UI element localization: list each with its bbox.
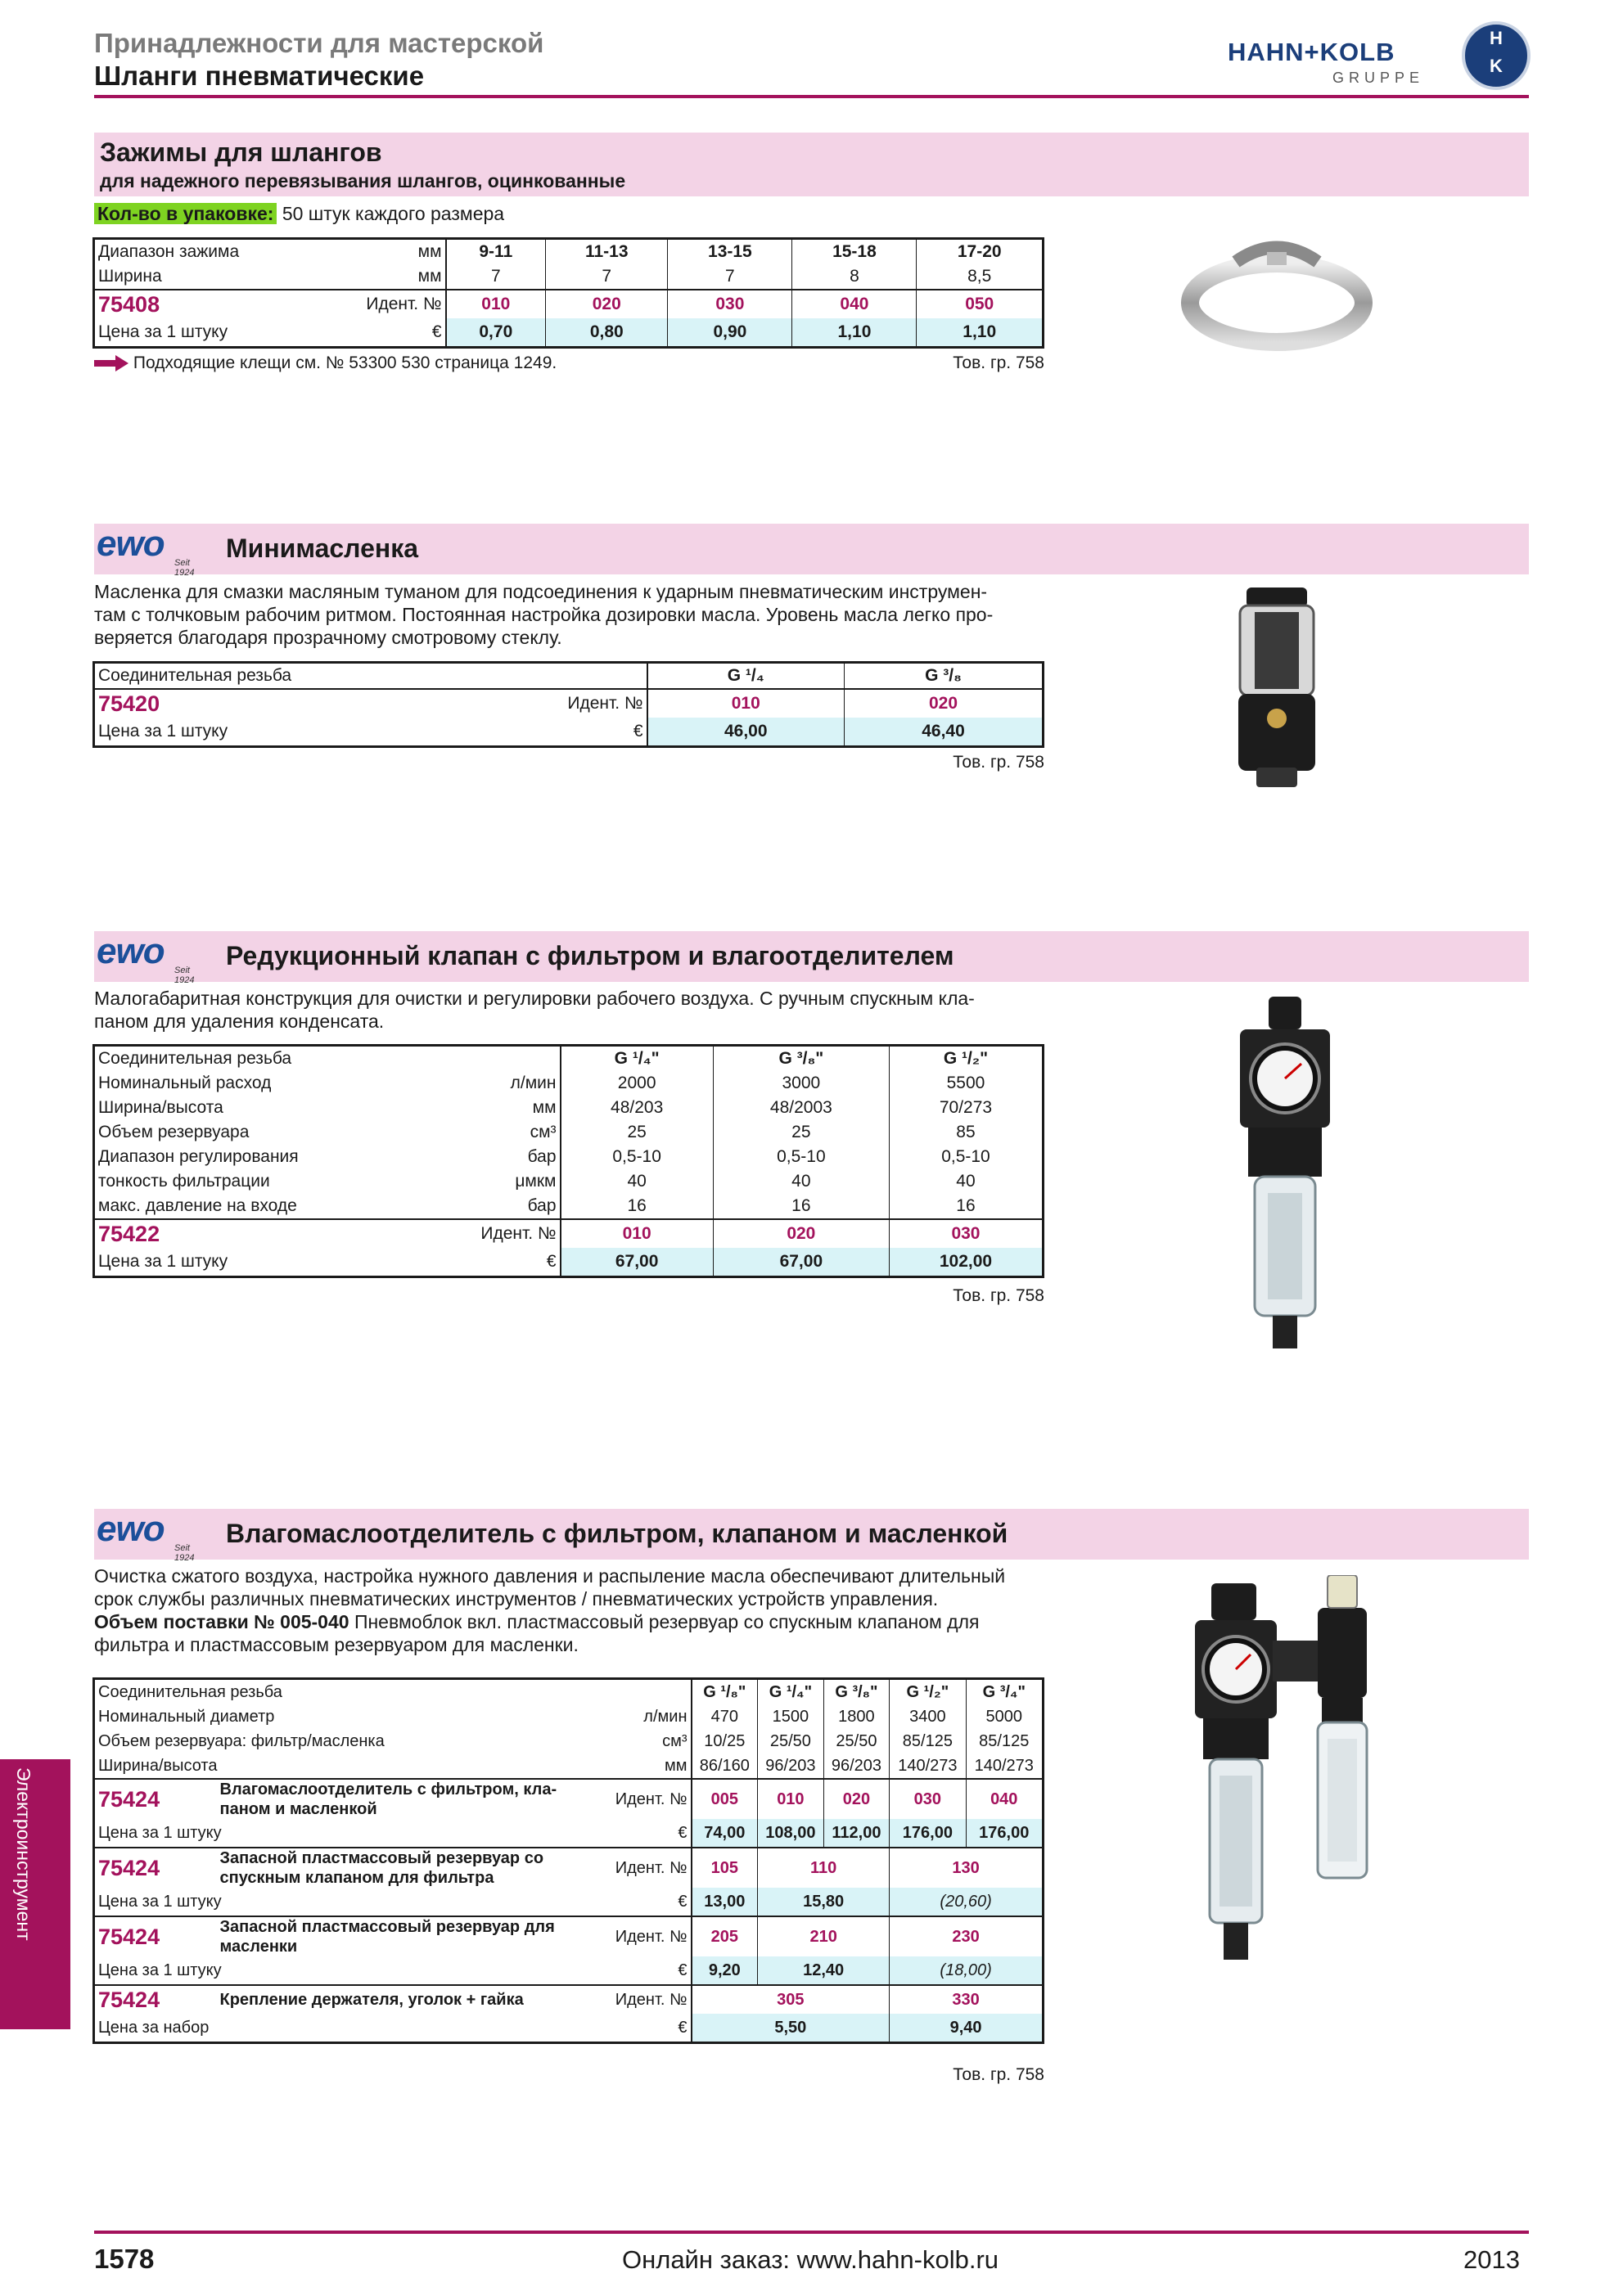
description-line: веряется благодаря прозрачному смотровому стеклу. [94,627,562,648]
table-cell: 16 [713,1194,889,1219]
description-line: Очистка сжатого воздуха, настройка нужного давления и распыление масла обеспечивают длительный [94,1565,1006,1587]
row-unit: € [593,2014,692,2043]
table-cell: 2000 [561,1071,714,1096]
table-cell: 7 [668,264,792,290]
row-label: Цена за набор [98,2019,210,2037]
ewo-logo-since: Seit 1924 [174,1543,195,1563]
row-label: Ширина/высота [98,1098,223,1117]
row-label: Цена за 1 штуку [98,1893,222,1911]
pack-quantity-label: Кол-во в упаковке: [94,203,277,224]
row-unit: μмкм [372,1169,561,1194]
ident-number: 330 [890,1985,1044,2014]
description-line: Масленка для смазки масляным туманом для подсоединения к ударным пневматическим инструмен- [94,581,988,602]
product-group: Тов. гр. 758 [953,753,1044,772]
price-cell: 67,00 [561,1248,714,1277]
row-label: Цена за 1 штуку [98,1961,222,1979]
article-number: 75424 [94,1916,217,1956]
product-group: Тов. гр. 758 [953,1286,1044,1305]
table-cell: 5500 [889,1071,1043,1096]
spec-table-75420 [92,661,1044,748]
ident-number: 020 [845,689,1044,718]
price-cell: 0,70 [446,318,546,348]
ewo-logo-text: ewo [97,524,165,564]
section-subtitle: для надежного перевязывания шлангов, оцинкованные [100,170,626,191]
description-line: там с толчковым рабочим ритмом. Постоянная настройка дозировки масла. Уровень масла легко про- [94,604,994,625]
row-unit: Идент. № [593,1985,692,2014]
table-cell: 16 [889,1194,1043,1219]
price-cell: 112,00 [823,1819,890,1848]
ident-number: 040 [792,290,917,318]
table-cell: 16 [561,1194,714,1219]
row-unit: Идент. № [372,1219,561,1248]
row-unit: л/мин [372,1071,561,1096]
scope-text: фильтра и пластмассовым резервуаром для масленки. [94,1634,579,1655]
row-unit: € [593,1888,692,1916]
header-subcategory: Шланги пневматические [94,61,425,91]
row-label: Цена за 1 штуку [98,722,228,741]
row-unit: мм [282,239,446,265]
row-unit: мм [372,1096,561,1120]
spec-table-75422 [92,1044,1044,1278]
row-unit: бар [372,1145,561,1169]
brand-logo-text: HAHN+KOLB [1228,38,1395,66]
hose-clamp-image [1179,237,1375,352]
table-cell: 96/203 [758,1754,824,1779]
row-unit: € [593,1956,692,1985]
ident-number: 110 [758,1848,890,1888]
row-unit: € [372,1248,561,1277]
table-cell: 7 [546,264,668,290]
article-number: 75420 [94,689,372,718]
header-divider [94,95,1529,98]
scope-of-delivery [94,1610,1005,1633]
article-number: 75424 [94,1779,217,1819]
ident-number: 010 [758,1779,824,1819]
ident-number: 010 [561,1219,714,1248]
price-cell: 108,00 [758,1819,824,1848]
online-order-link[interactable]: Онлайн заказ: www.hahn-kolb.ru [622,2245,999,2274]
product-name: Запасной пластмассовый резервуар для масленки [217,1916,593,1956]
row-unit: Идент. № [593,1779,692,1819]
row-unit: Идент. № [282,290,446,318]
row-label: макс. давление на входе [98,1196,297,1215]
price-cell: 74,00 [692,1819,758,1848]
row-label: Диапазон регулирования [98,1147,299,1166]
ident-number: 210 [758,1916,890,1956]
note [94,353,557,373]
section-title: Редукционный клапан с фильтром и влагоотделителем [226,941,954,970]
table-cell: 1800 [823,1704,890,1729]
row-label: Соединительная резьба [98,1049,292,1068]
logo-letter-h: H [1490,28,1503,48]
row-label: Цена за 1 штуку [98,322,228,341]
row-unit [372,1046,561,1072]
ident-number: 305 [692,1985,890,2014]
footer-divider [94,2231,1529,2234]
logo-letter-k: K [1490,56,1503,76]
table-cell: G ¹/₄" [758,1679,824,1705]
table-cell: 85/125 [890,1729,966,1754]
ident-number: 005 [692,1779,758,1819]
section-title: Минимасленка [226,533,419,563]
table-cell: 25 [713,1120,889,1145]
table-cell: 8,5 [917,264,1044,290]
price-cell: (18,00) [890,1956,1044,1985]
section-description [94,987,975,1033]
price-cell: 1,10 [792,318,917,348]
ident-number: 230 [890,1916,1044,1956]
table-cell: G ³/₈" [823,1679,890,1705]
brand-logo-emblem [1462,21,1531,90]
product-name: Влагомаслоотделитель с фильтром, кла-паном и масленкой [217,1779,593,1819]
description-line: паном для удаления конденсата. [94,1011,385,1032]
ewo-logo [97,524,201,578]
row-label: Номинальный расход [98,1074,272,1092]
row-unit: см³ [372,1120,561,1145]
ewo-logo-text: ewo [97,1509,165,1549]
row-unit: Идент. № [372,689,647,718]
price-cell: 46,00 [647,718,845,747]
spec-table-75408 [92,237,1044,349]
section-description [94,1564,1005,1656]
table-cell: 15-18 [792,239,917,265]
brand-logo-subtext: GRUPPE [1332,70,1425,86]
price-cell: 67,00 [713,1248,889,1277]
table-cell: 11-13 [546,239,668,265]
price-cell: 5,50 [692,2014,890,2043]
page-number: 1578 [94,2244,155,2274]
ident-number: 030 [889,1219,1043,1248]
ident-number: 205 [692,1916,758,1956]
product-name: Крепление держателя, уголок + гайка [217,1985,593,2014]
row-label: Объем резервуара: фильтр/масленка [98,1732,385,1750]
table-cell: G ¹/₂" [889,1046,1043,1072]
table-cell: 8 [792,264,917,290]
table-cell: 25/50 [823,1729,890,1754]
row-unit: € [372,718,647,747]
row-unit: € [282,318,446,348]
description-line: срок службы различных пневматических инструментов / пневматических устройств управления. [94,1588,939,1609]
table-cell: G ³/₄" [966,1679,1043,1705]
price-cell: 13,00 [692,1888,758,1916]
price-cell: 0,90 [668,318,792,348]
price-cell: 102,00 [889,1248,1043,1277]
section-title: Влагомаслоотделитель с фильтром, клапаном и масленкой [226,1519,1008,1548]
table-cell: 9-11 [446,239,546,265]
table-cell: 13-15 [668,239,792,265]
table-cell: 0,5-10 [889,1145,1043,1169]
description-line: Малогабаритная конструкция для очистки и регулировки рабочего воздуха. С ручным спускным кла- [94,988,975,1009]
table-cell: 96/203 [823,1754,890,1779]
ident-number: 130 [890,1848,1044,1888]
row-label: Цена за 1 штуку [98,1252,228,1271]
frl-unit-image [1187,1575,1383,1972]
price-cell: 15,80 [758,1888,890,1916]
ident-number: 010 [446,290,546,318]
row-label: Ширина [98,267,162,286]
ident-number: 030 [890,1779,966,1819]
product-group: Тов. гр. 758 [953,2065,1044,2084]
row-label: Номинальный диаметр [98,1708,275,1726]
ident-number: 020 [713,1219,889,1248]
price-cell: 9,40 [890,2014,1044,2043]
table-cell: G ¹/₂" [890,1679,966,1705]
ewo-logo-since: Seit 1924 [174,966,195,985]
table-cell: 0,5-10 [561,1145,714,1169]
table-cell: 5000 [966,1704,1043,1729]
row-label: Диапазон зажима [98,242,240,261]
pack-quantity-value: 50 штук каждого размера [277,203,505,224]
arrow-right-icon [94,355,128,371]
row-unit [593,1679,692,1705]
table-cell: 0,5-10 [713,1145,889,1169]
ident-number: 010 [647,689,845,718]
catalog-year: 2013 [1463,2245,1520,2274]
ident-number: 020 [546,290,668,318]
row-label: тонкость фильтрации [98,1172,270,1191]
table-cell: 48/2003 [713,1096,889,1120]
section-title: Зажимы для шлангов [100,137,382,167]
row-unit: Идент. № [593,1848,692,1888]
row-unit: мм [282,264,446,290]
section-description [94,580,993,649]
table-cell: G ³/₈" [713,1046,889,1072]
price-cell: 12,40 [758,1956,890,1985]
table-cell: 10/25 [692,1729,758,1754]
ident-number: 030 [668,290,792,318]
table-cell: 86/160 [692,1754,758,1779]
table-cell: 85 [889,1120,1043,1145]
table-cell: 140/273 [890,1754,966,1779]
row-unit [372,663,647,690]
ident-number: 050 [917,290,1044,318]
article-number: 75408 [94,290,282,318]
row-unit: Идент. № [593,1916,692,1956]
price-cell: 1,10 [917,318,1044,348]
row-unit: мм [593,1754,692,1779]
table-cell: 40 [561,1169,714,1194]
ewo-logo [97,1509,201,1563]
article-number: 75424 [94,1848,217,1888]
table-cell: 1500 [758,1704,824,1729]
table-cell: 25 [561,1120,714,1145]
price-cell: 176,00 [890,1819,966,1848]
table-cell: 48/203 [561,1096,714,1120]
filter-regulator-image [1232,997,1338,1363]
row-label: Соединительная резьба [98,1683,282,1701]
price-cell: 0,80 [546,318,668,348]
ident-number: 040 [966,1779,1043,1819]
product-name: Запасной пластмассовый резервуар со спускным клапаном для фильтра [217,1848,593,1888]
table-cell: 3400 [890,1704,966,1729]
ewo-logo-since: Seit 1924 [174,558,195,578]
article-number: 75422 [94,1219,372,1248]
table-cell: 17-20 [917,239,1044,265]
table-cell: 40 [889,1169,1043,1194]
table-cell: 470 [692,1704,758,1729]
row-label: Соединительная резьба [98,666,292,685]
price-cell: (20,60) [890,1888,1044,1916]
price-cell: 9,20 [692,1956,758,1985]
price-cell: 176,00 [966,1819,1043,1848]
row-unit: € [593,1819,692,1848]
row-unit: бар [372,1194,561,1219]
note-text: Подходящие клещи см. № 53300 530 страница 1249. [133,353,557,372]
ident-number: 020 [823,1779,890,1819]
scope-label: Объем поставки № 005-040 [94,1611,349,1632]
pack-quantity [94,202,504,225]
table-cell: G ¹/₈" [692,1679,758,1705]
mini-oiler-image [1232,588,1322,788]
table-cell: 3000 [713,1071,889,1096]
ewo-logo-text: ewo [97,931,165,971]
row-label: Цена за 1 штуку [98,1824,222,1842]
table-cell: G ³/₈ [845,663,1044,690]
row-label: Объем резервуара [98,1123,250,1141]
table-cell: G ¹/₄ [647,663,845,690]
spec-table-75424 [92,1677,1044,2044]
table-cell: 40 [713,1169,889,1194]
scope-text: Пневмоблок вкл. пластмассовый резервуар со спускным клапаном для [349,1611,980,1632]
row-label: Ширина/высота [98,1757,218,1775]
table-cell: 140/273 [966,1754,1043,1779]
header-category: Принадлежности для мастерской [94,28,544,58]
article-number: 75424 [94,1985,217,2014]
side-category-label: Электроинструмент [13,1767,34,1941]
table-cell: 7 [446,264,546,290]
price-cell: 46,40 [845,718,1044,747]
table-cell: 85/125 [966,1729,1043,1754]
product-group: Тов. гр. 758 [953,353,1044,372]
table-cell: G ¹/₄" [561,1046,714,1072]
row-unit: л/мин [593,1704,692,1729]
ident-number: 105 [692,1848,758,1888]
table-cell: 25/50 [758,1729,824,1754]
table-cell: 70/273 [889,1096,1043,1120]
row-unit: см³ [593,1729,692,1754]
ewo-logo [97,931,201,985]
